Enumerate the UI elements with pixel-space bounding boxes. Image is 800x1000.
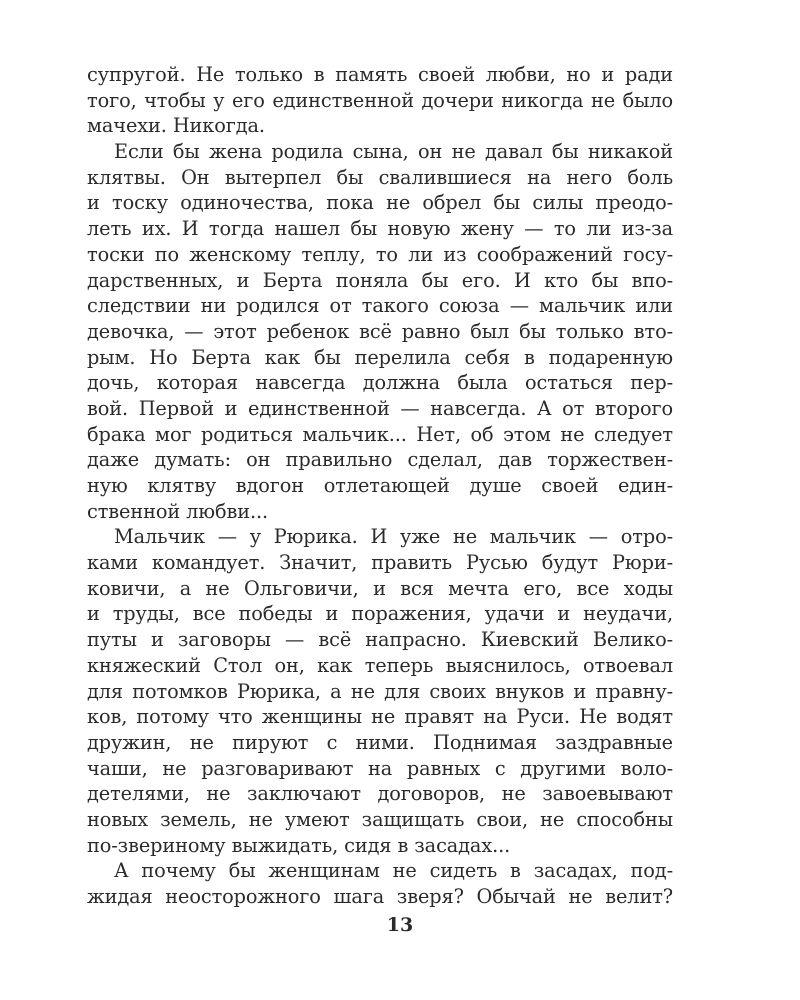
text-line: Мальчик — у Рюрика. И уже не мальчик — отро- — [114, 525, 673, 549]
text-line: по-звериному выжидать, сидя в засадах... — [87, 833, 511, 857]
text-line: супругой. Не только в память своей любви, но и ради — [87, 63, 673, 86]
page-number: 13 — [386, 914, 414, 936]
text-line: и тоску одиночества, пока не обрел бы силы преодо- — [87, 191, 673, 215]
text-line: ственной любви... — [87, 499, 269, 523]
text-line: вой. Первой и единственной — навсегда. А от второго — [87, 396, 673, 420]
text-line: дарственных, и Берта поняла бы его. И кто бы впо- — [87, 268, 673, 292]
text-line: княжеский Стол он, как теперь выяснилось, отвоевал — [87, 653, 673, 677]
text-line: следствии ни родился от такого союза — мальчик или — [87, 294, 673, 318]
text-line: ную клятву вдогон отлетающей душе своей един- — [87, 474, 673, 497]
text-line: для потомков Рюрика, а не для своих внуков и правну- — [87, 679, 673, 703]
text-line: детелями, не заключают договоров, не завоевывают — [87, 782, 673, 806]
text-line: Если бы жена родила сына, он не давал бы никакой — [114, 140, 673, 164]
text-line: клятвы. Он вытерпел бы свалившиеся на него боль — [87, 165, 673, 189]
text-line: жидая неосторожного шага зверя? Обычай не велит? — [87, 885, 673, 908]
text-line: чаши, не разговаривают на равных с другими воло- — [87, 756, 673, 780]
text-line: А почему бы женщинам не сидеть в засадах, под- — [114, 859, 673, 883]
text-line: ками командует. Значит, править Русью будут Рюри- — [87, 551, 673, 575]
text-line: новых земель, не умеют защищать свои, не способны — [87, 807, 673, 831]
text-line: брака мог родиться мальчик... Нет, об этом не следует — [87, 422, 673, 446]
text-line: дочь, которая навсегда должна была остаться пер- — [87, 371, 673, 395]
text-line: дружин, не пируют с ними. Поднимая заздравные — [87, 730, 673, 754]
text-line: леть их. И тогда нашел бы новую жену — то ли из-за — [87, 217, 673, 241]
text-line: ков, потому что женщины не правят на Руси. Не водят — [87, 705, 673, 729]
text-line: рым. Но Берта как бы перелила себя в подаренную — [87, 345, 673, 369]
text-line: и труды, все победы и поражения, удачи и неудачи, — [87, 602, 673, 626]
text-line: даже думать: он правильно сделал, дав торжествен- — [87, 448, 673, 472]
text-line: мачехи. Никогда. — [87, 114, 265, 138]
page-body — [87, 62, 673, 910]
text-line: путы и заговоры — всё напрасно. Киевский Велико- — [87, 628, 673, 652]
text-line: девочка, — этот ребенок всё равно был бы только вто- — [87, 319, 673, 343]
text-line: ковичи, а не Ольговичи, и вся мечта его, все ходы — [87, 576, 673, 600]
text-line: тоски по женскому теплу, то ли из соображений госу- — [87, 242, 673, 266]
text-line: того, чтобы у его единственной дочери никогда не было — [87, 88, 673, 112]
